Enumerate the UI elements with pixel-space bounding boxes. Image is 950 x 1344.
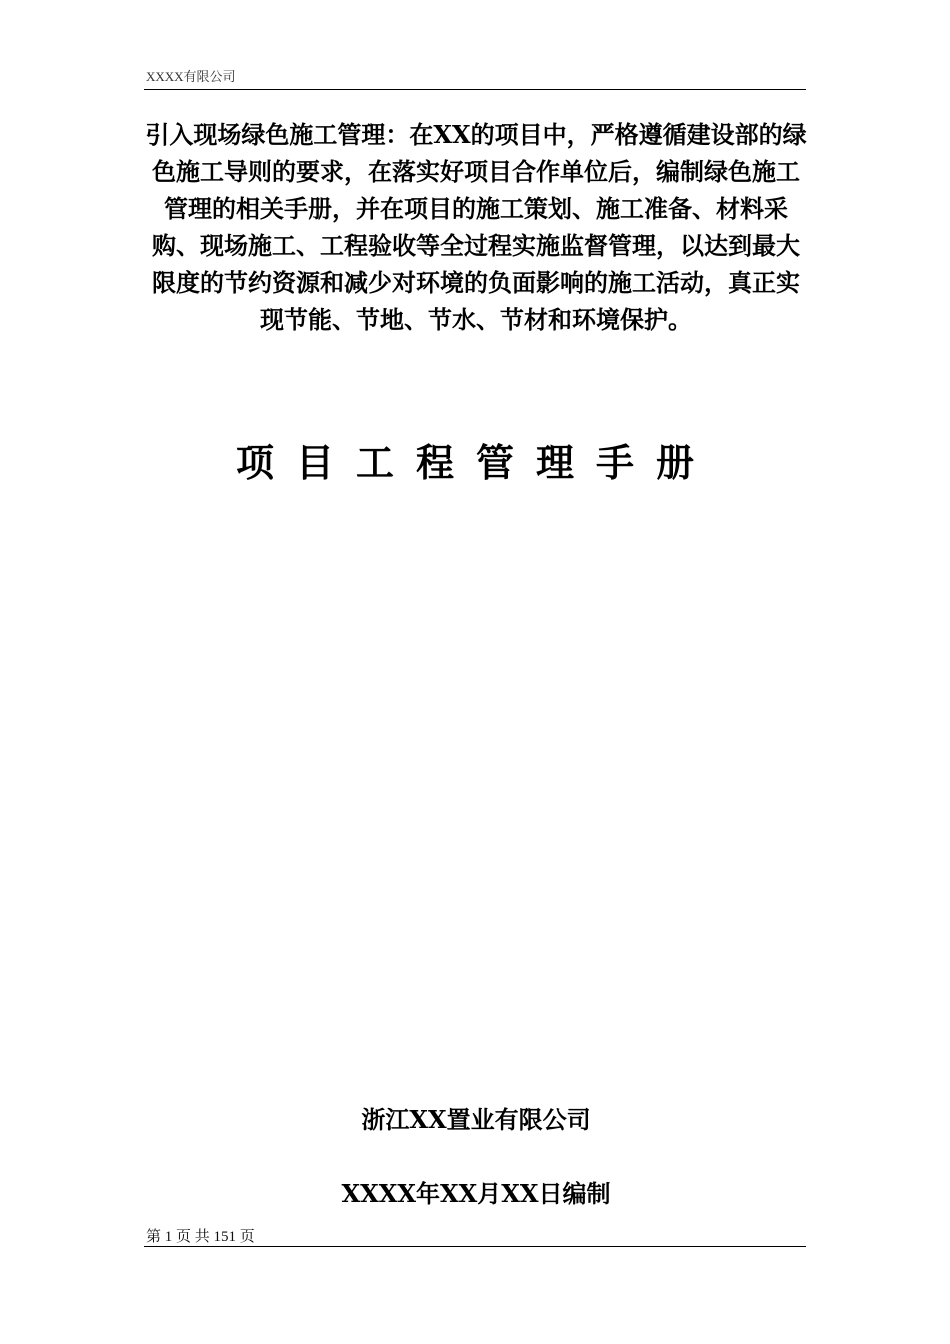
document-title: 项目工程管理手册 [235,441,716,485]
intro-paragraph: 引入现场绿色施工管理：在XX的项目中，严格遵循建设部的绿色施工导则的要求，在落实好项目合作单位后，编制绿色施工管理的相关手册，并在项目的施工策划、施工准备、材料采购、现场施工、工程验收等全过程实施监督管理，以达到最大限度的节约资源和减少对环境的负面影响的施工活动，真正实现节能、节地、节水、节材和环境保护。 [145,120,807,334]
footer-divider [144,1246,806,1247]
header-divider [144,89,806,90]
compile-date: XXXX年XX月XX日编制 [341,1179,611,1208]
page-number: 第 1 页 共 151 页 [146,1229,255,1245]
header-company-name: XXXX有限公司 [146,69,236,84]
publisher-name: 浙江XX置业有限公司 [361,1105,591,1134]
